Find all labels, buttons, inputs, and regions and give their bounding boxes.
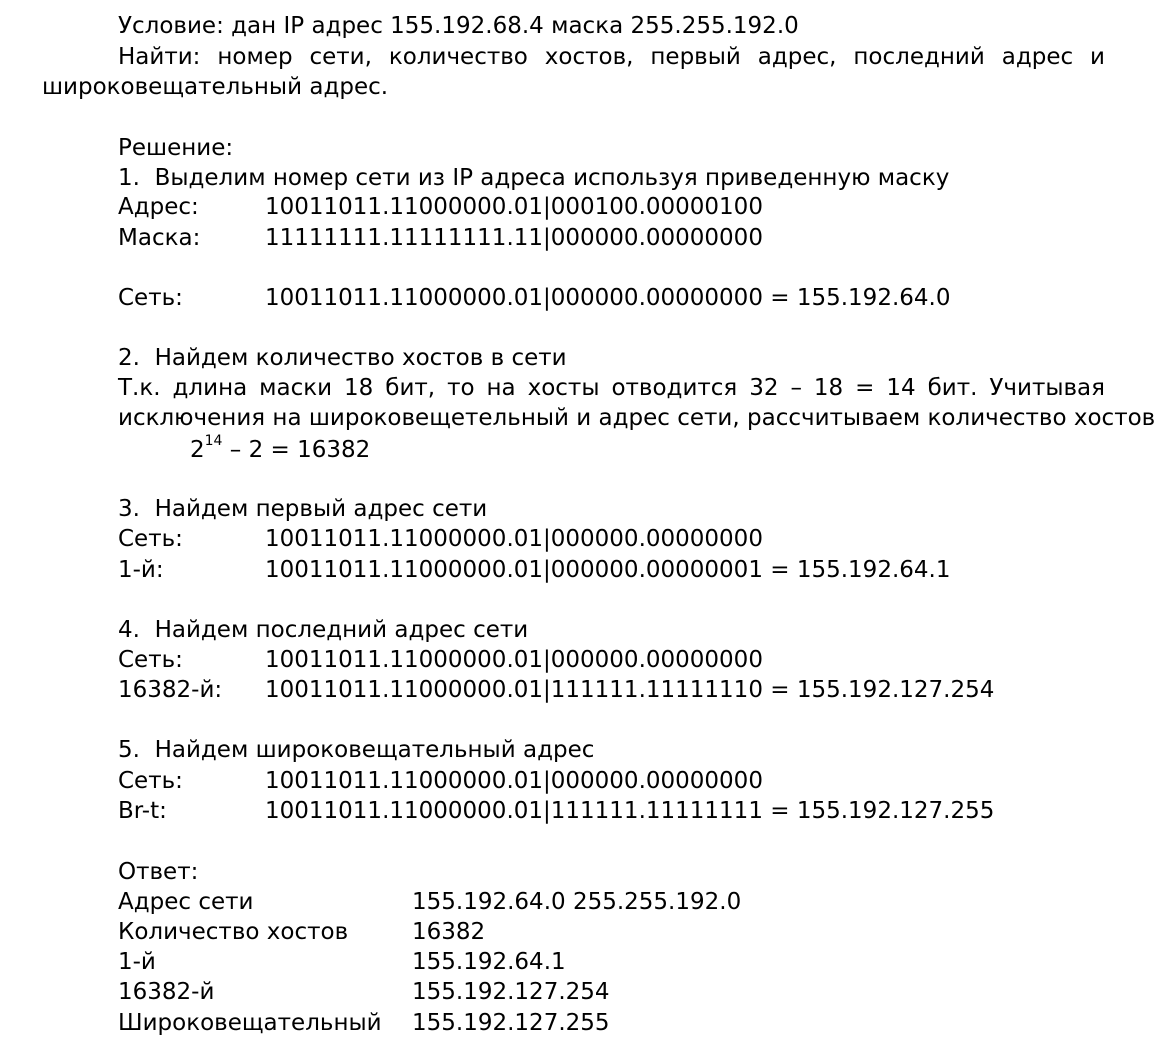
formula-exponent: 14 <box>204 433 223 449</box>
formula-base: 2 <box>190 437 205 463</box>
answer-first-value: 155.192.64.1 <box>412 949 566 975</box>
answer-last-label: 16382-й <box>118 979 215 1005</box>
condition-line: Условие: дан IP адрес 155.192.68.4 маска 255.255.192.0 <box>118 13 799 39</box>
step5-title: 5. Найдем широковещательный адрес <box>118 737 595 763</box>
step4-network-label: Сеть: <box>118 647 183 673</box>
answer-last-value: 155.192.127.254 <box>412 979 610 1005</box>
step1-mask-label: Маска: <box>118 225 201 251</box>
step1-address-value: 10011011.11000000.01|000100.00000100 <box>265 194 763 220</box>
step1-network-value: 10011011.11000000.01|000000.00000000 = 155.192.64.0 <box>265 285 951 311</box>
solution-title: Решение: <box>118 135 234 161</box>
step1-title: 1. Выделим номер сети из IP адреса используя приведенную маску <box>118 165 950 191</box>
step4-last-value: 10011011.11000000.01|111111.11111110 = 155.192.127.254 <box>265 677 995 703</box>
step3-title: 3. Найдем первый адрес сети <box>118 496 488 522</box>
step1-address-label: Адрес: <box>118 194 199 220</box>
find-line-1: Найти: номер сети, количество хостов, первый адрес, последний адрес и <box>118 44 1105 70</box>
step2-title: 2. Найдем количество хостов в сети <box>118 345 567 371</box>
answer-network-value: 155.192.64.0 255.255.192.0 <box>412 889 742 915</box>
step3-network-label: Сеть: <box>118 526 183 552</box>
step5-network-label: Сеть: <box>118 768 183 794</box>
step2-line-2: исключения на широковещетельный и адрес сети, рассчитываем количество хостов <box>118 405 1156 431</box>
find-paragraph <box>118 42 1105 72</box>
step4-last-label: 16382-й: <box>118 677 223 703</box>
answer-network-label: Адрес сети <box>118 889 254 915</box>
step5-broadcast-label: Br-t: <box>118 798 167 824</box>
answer-broadcast-label: Широковещательный <box>118 1010 382 1036</box>
step5-network-value: 10011011.11000000.01|000000.00000000 <box>265 768 763 794</box>
answer-broadcast-value: 155.192.127.255 <box>412 1010 610 1036</box>
answer-hosts-value: 16382 <box>412 919 486 945</box>
step3-first-label: 1-й: <box>118 557 164 583</box>
step2-formula <box>190 435 370 465</box>
step4-network-value: 10011011.11000000.01|000000.00000000 <box>265 647 763 673</box>
step2-line-1: Т.к. длина маски 18 бит, то на хосты отводится 32 – 18 = 14 бит. Учитывая <box>118 375 1105 401</box>
step3-network-value: 10011011.11000000.01|000000.00000000 <box>265 526 763 552</box>
find-line-2: широковещательный адрес. <box>42 74 389 100</box>
answer-first-label: 1-й <box>118 949 156 975</box>
step3-first-value: 10011011.11000000.01|000000.00000001 = 155.192.64.1 <box>265 557 951 583</box>
step4-title: 4. Найдем последний адрес сети <box>118 617 529 643</box>
step2-paragraph <box>118 373 1105 403</box>
step5-broadcast-value: 10011011.11000000.01|111111.11111111 = 155.192.127.255 <box>265 798 995 824</box>
answer-hosts-label: Количество хостов <box>118 919 349 945</box>
formula-rest: – 2 = 16382 <box>222 437 371 463</box>
step1-network-label: Сеть: <box>118 285 183 311</box>
answer-title: Ответ: <box>118 859 199 885</box>
step1-mask-value: 11111111.11111111.11|000000.00000000 <box>265 225 763 251</box>
